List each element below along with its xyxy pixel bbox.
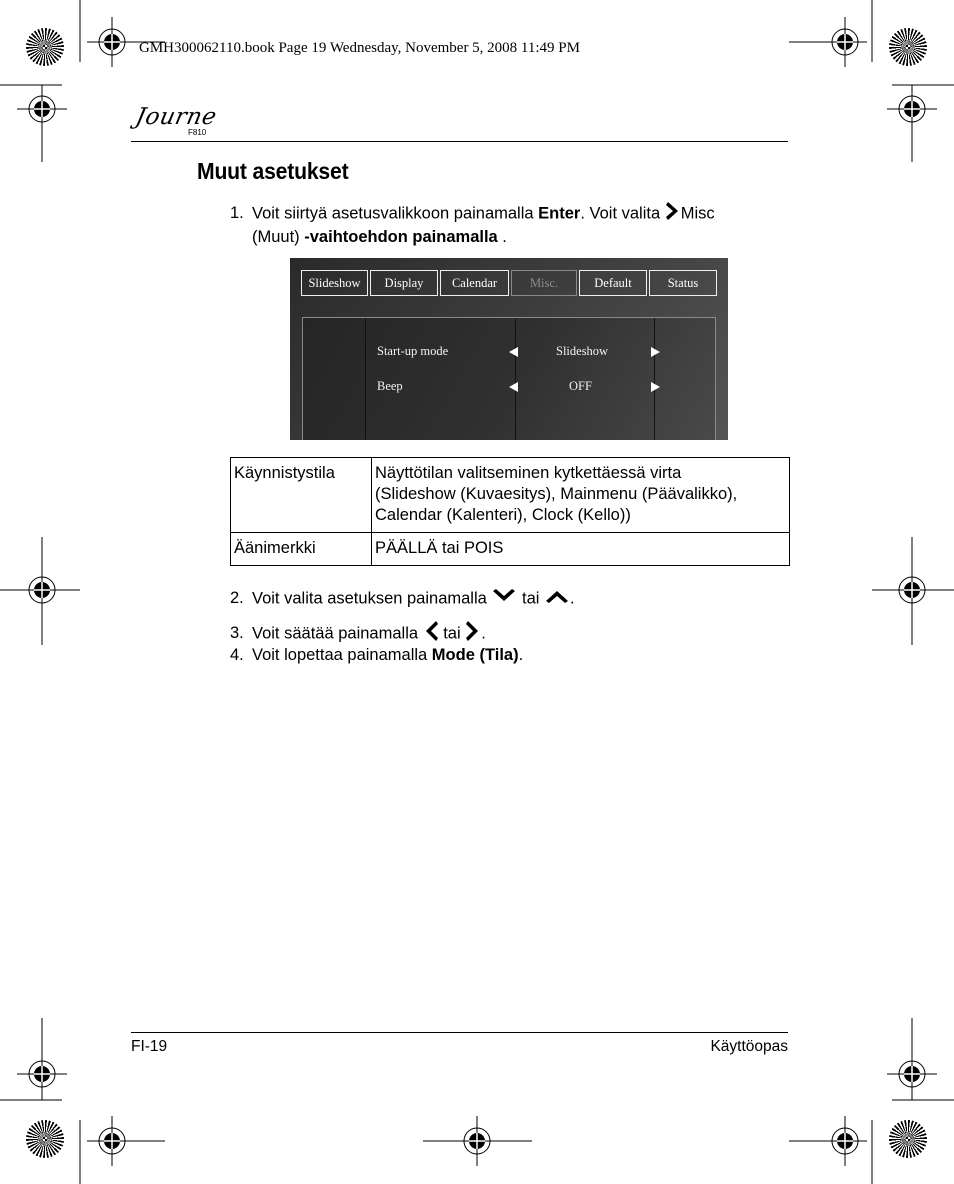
step-3: 3. Voit säätää painamalla tai . (230, 620, 486, 648)
page-title: Muut asetukset (197, 158, 349, 184)
setting-value-startup: Slideshow (556, 344, 609, 358)
table-term: Käynnistystila (231, 458, 372, 533)
page-number: FI-19 (131, 1038, 168, 1055)
step-2: 2. Voit valita asetuksen painamalla tai . (230, 588, 575, 610)
step-1: 1. Voit siirtyä asetusvalikkoon painamalla Enter. Voit valita Misc (Muut) -vaihtoehdon painamalla . (230, 201, 715, 248)
tab-display: Display (370, 270, 438, 296)
print-header: GMH300062110.book Page 19 Wednesday, November 5, 2008 11:49 PM (139, 40, 580, 56)
footer-doc-title: Käyttöopas (710, 1038, 788, 1055)
table-desc: Näyttötilan valitseminen kytkettäessä virta (Slideshow (Kuvaesitys), Mainmenu (Päävalikko), Calendar (Kalenteri), Clock (Kello)) (372, 458, 790, 533)
tab-status: Status (649, 270, 717, 296)
table-term: Äänimerkki (231, 533, 372, 566)
mode-key-label: Mode (Tila) (431, 646, 519, 664)
starburst-icon (889, 1120, 927, 1158)
setting-value-beep: OFF (569, 379, 592, 393)
setting-label-startup: Start-up mode (377, 344, 449, 358)
starburst-icon (26, 1120, 64, 1158)
tab-default: Default (579, 270, 647, 296)
tab-slideshow: Slideshow (301, 270, 368, 296)
starburst-icon (26, 28, 64, 66)
tab-misc: Misc. (511, 270, 577, 296)
brand-logo: Journe (133, 104, 220, 130)
step-4: 4. Voit lopettaa painamalla Mode (Tila). (230, 646, 524, 664)
table-desc: PÄÄLLÄ tai POIS (372, 533, 790, 566)
setting-label-beep: Beep (377, 379, 403, 393)
starburst-icon (889, 28, 927, 66)
tab-calendar: Calendar (440, 270, 509, 296)
enter-key-label: Enter (538, 204, 581, 223)
model-number: F810 (188, 128, 207, 137)
